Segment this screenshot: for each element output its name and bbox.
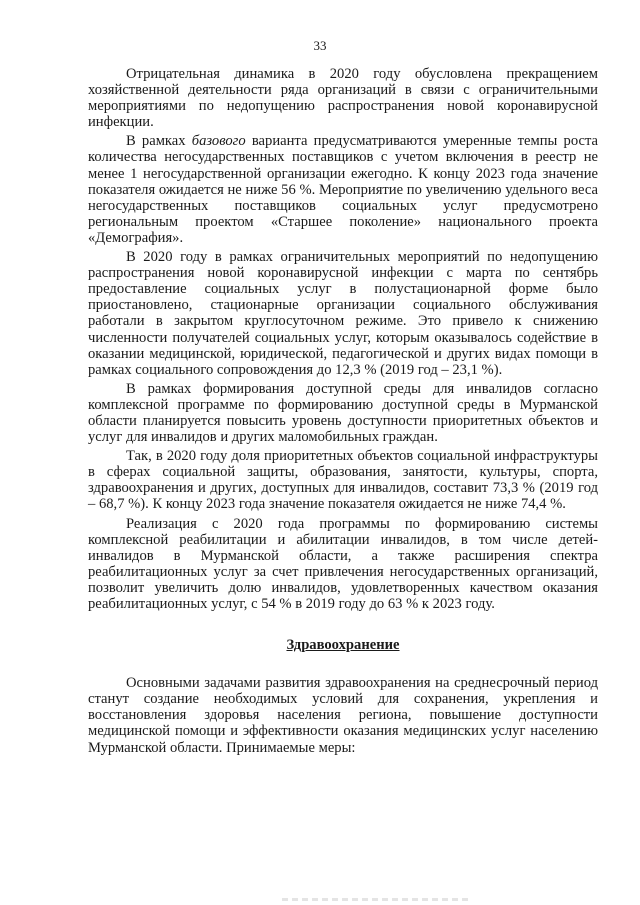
italic-term-base: базового: [191, 133, 246, 150]
paragraph-accessible-environment: В рамках формирования доступной среды для инвалидов согласно комплексной программе по формированию доступной среды в Мурманской области планируется повысить уровень доступности приоритетных объектов и услуг для инвалидов и других маломобильных граждан.: [88, 380, 598, 446]
paragraph-priority-objects: Так, в 2020 году доля приоритетных объектов социальной инфраструктуры в сферах социальной защиты, образования, занятости, культуры, спорта, здравоохранения и других, доступных для инвалидов, составит 73,3 % (2019 год – 68,7 %). К концу 2023 года значение показателя ожидается не ниже 74,4 %.: [88, 448, 598, 513]
paragraph-negative-dynamics: Отрицательная динамика в 2020 году обусловлена прекращением хозяйственной деятельности ряда организаций в связи с ограничительными мероприятиями по недопущению распространения новой коронавирусной инфекции.: [88, 66, 598, 131]
section-heading-healthcare: Здравоохранение: [286, 637, 400, 654]
page-number: 33: [313, 38, 327, 53]
paragraph-base-variant: [88, 133, 598, 246]
scan-artifact: [282, 898, 472, 901]
paragraph-rehabilitation: Реализация с 2020 года программы по формированию системы комплексной реабилитации и абилитации инвалидов, в том числе детей-инвалидов в Мурманской области, а также расширения спектра реабилитационных услуг за счет привлечения негосударственных организаций, позволит увеличить долю инвалидов, удовлетворенных качеством оказания реабилитационных услуг, с 54 % в 2019 году до 63 % к 2023 году.: [88, 515, 598, 612]
paragraph-base-variant-rest: варианта предусматриваются умеренные темпы роста количества негосударственных поставщиков с учетом включения в реестр не менее 1 негосударственной организации ежегодно. К концу 2023 года значение показателя ожидается не ниже 56 %. Мероприятие по увеличению удельного веса негосударственных поставщиков социальных услуг предусмотрено региональным проектом «Старшее поколение» национального проекта «Демография».: [88, 133, 599, 246]
paragraph-healthcare-tasks: Основными задачами развития здравоохранения на среднесрочный период станут создание необходимых условий для сохранения, укрепления и восстановления здоровья населения региона, повышение доступности медицинской помощи и эффективности оказания медицинских услуг населению Мурманской области. Принимаемые меры:: [88, 675, 598, 756]
paragraph-base-variant-start: В рамках: [126, 133, 192, 150]
paragraph-restrictions-2020: В 2020 году в рамках ограничительных мероприятий по недопущению распространения новой коронавирусной инфекции с марта по сентябрь предоставление социальных услуг в полустационарной форме было приостановлено, стационарные организации социального обслуживания работали в закрытом круглосуточном режиме. Это привело к снижению численности получателей социальных услуг, которым оказывалось содействие в оказании медицинской, юридической, педагогической и других видах помощи в рамках социального сопровождения до 12,3 % (2019 год – 23,1 %).: [88, 249, 598, 378]
page-body: [88, 66, 598, 756]
